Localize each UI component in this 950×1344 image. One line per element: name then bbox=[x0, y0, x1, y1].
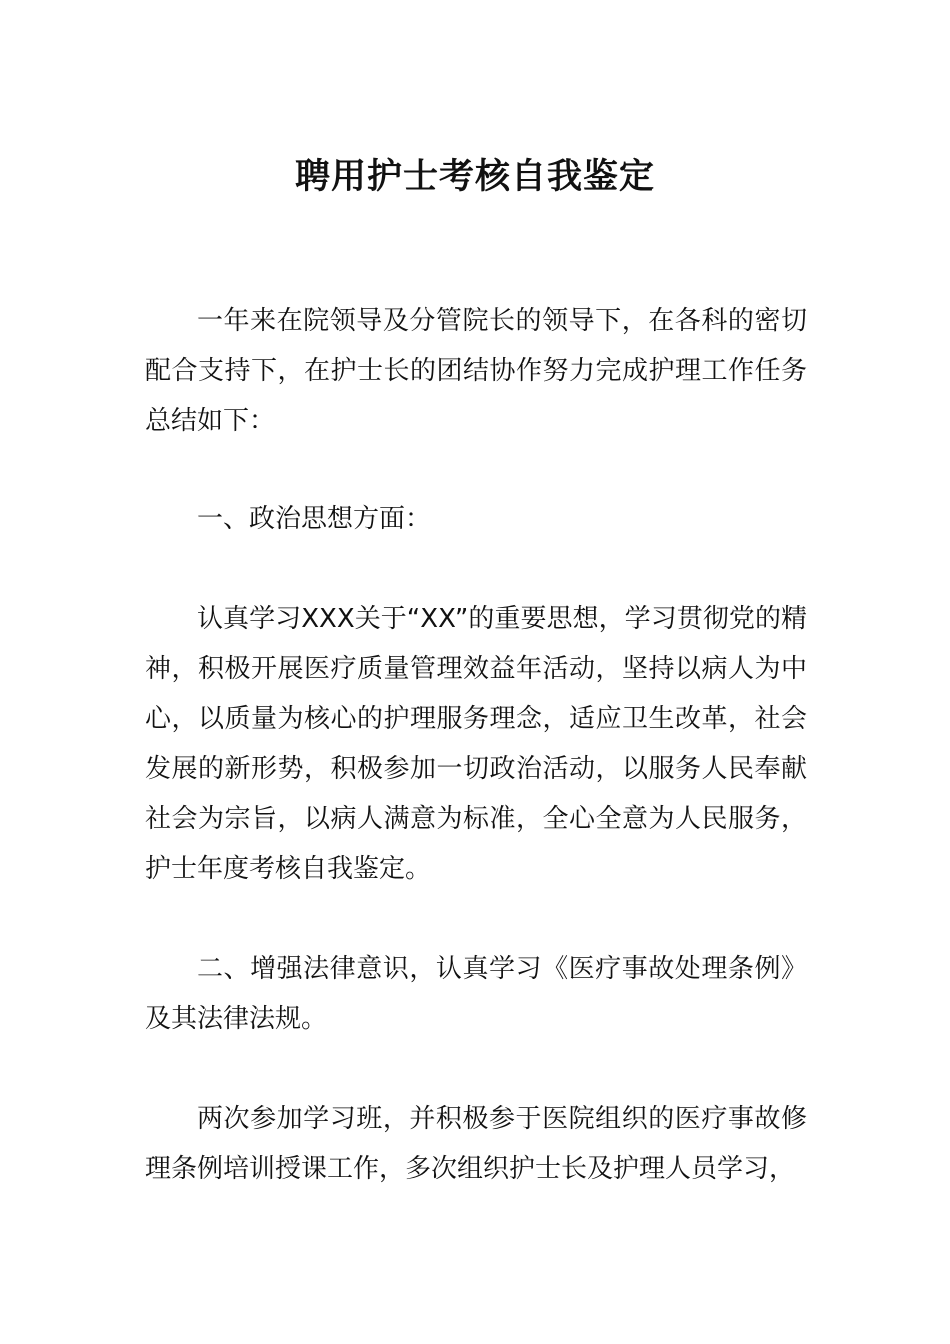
paragraph-intro: 一年来在院领导及分管院长的领导下，在各科的密切配合支持下，在护士长的团结协作努力完成护理工作任务总结如下： bbox=[145, 306, 807, 436]
document-title: 聘用护士考核自我鉴定 bbox=[294, 157, 655, 197]
section-heading-law: 二、增强法律意识，认真学习《医疗事故处理条例》及其法律法规。 bbox=[145, 954, 807, 1034]
section-heading-political: 一、政治思想方面： bbox=[197, 504, 432, 534]
paragraph-political: 认真学习XXX关于“XX”的重要思想，学习贯彻党的精神，积极开展医疗质量管理效益年活动，坚持以病人为中心，以质量为核心的护理服务理念，适应卫生改革，社会发展的新形势，积极参加一切政治活动，以服务人民奉献社会为宗旨，以病人满意为标准，全心全意为人民服务，护士年度考核自我鉴定。 bbox=[145, 604, 807, 884]
paragraph-law: 两次参加学习班，并积极参于医院组织的医疗事故修理条例培训授课工作，多次组织护士长及护理人员学习， bbox=[145, 1104, 807, 1184]
